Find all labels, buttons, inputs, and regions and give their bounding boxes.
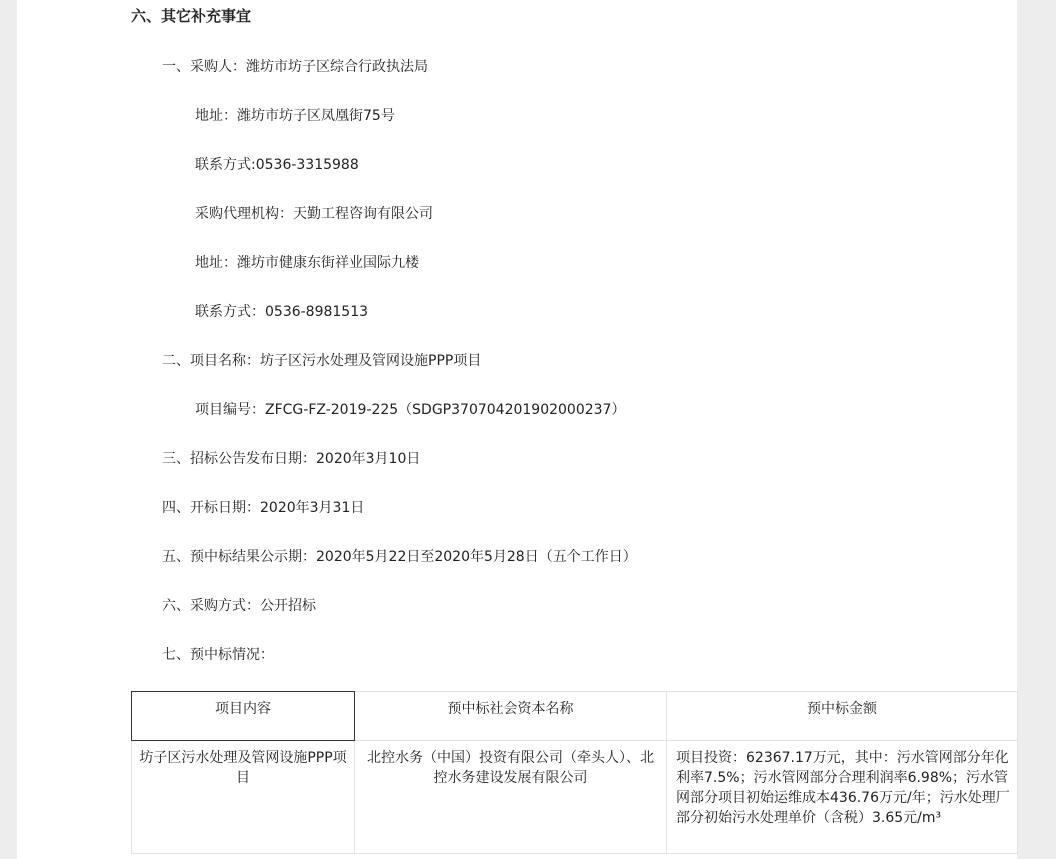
prebid-results-table	[131, 691, 1018, 854]
header-bid-amount: 预中标金额	[667, 692, 1018, 741]
procurement-method: 六、采购方式：公开招标	[162, 598, 316, 614]
project-number: 项目编号：ZFCG-FZ-2019-225（SDGP370704201902000237）	[195, 402, 626, 418]
project-name: 二、项目名称：坊子区污水处理及管网设施PPP项目	[162, 353, 482, 369]
prebid-status-heading: 七、预中标情况：	[162, 647, 274, 663]
cell-project-content: 坊子区污水处理及管网设施PPP项目	[132, 741, 355, 854]
table-row	[132, 741, 1018, 854]
publicity-period: 五、预中标结果公示期：2020年5月22日至2020年5月28日（五个工作日）	[162, 549, 637, 565]
announcement-date: 三、招标公告发布日期：2020年3月10日	[162, 451, 421, 467]
table-header-row	[132, 692, 1018, 741]
bid-opening-date: 四、开标日期：2020年3月31日	[162, 500, 365, 516]
purchaser-contact: 联系方式:0536-3315988	[195, 157, 359, 173]
agency-line: 采购代理机构：天勤工程咨询有限公司	[195, 206, 433, 222]
purchaser-line: 一、采购人：潍坊市坊子区综合行政执法局	[162, 59, 428, 75]
header-project-content: 项目内容	[132, 692, 355, 741]
cell-bidder-name: 北控水务（中国）投资有限公司（牵头人）、北控水务建设发展有限公司	[355, 741, 667, 854]
right-page-margin	[1017, 0, 1056, 859]
header-bidder-name: 预中标社会资本名称	[355, 692, 667, 741]
section-heading: 六、其它补充事宜	[131, 7, 252, 25]
cell-bid-amount: 项目投资：62367.17万元，其中：污水管网部分年化利率7.5%；污水管网部分合理利润率6.98%；污水管网部分项目初始运维成本436.76万元/年；污水处理厂部分初始污水处理单价（含税）3.65元/m³	[667, 741, 1018, 854]
agency-address: 地址：潍坊市健康东街祥业国际九楼	[195, 255, 419, 271]
left-page-margin	[0, 0, 17, 859]
purchaser-address: 地址：潍坊市坊子区凤凰街75号	[195, 108, 395, 124]
agency-contact: 联系方式：0536-8981513	[195, 304, 369, 320]
